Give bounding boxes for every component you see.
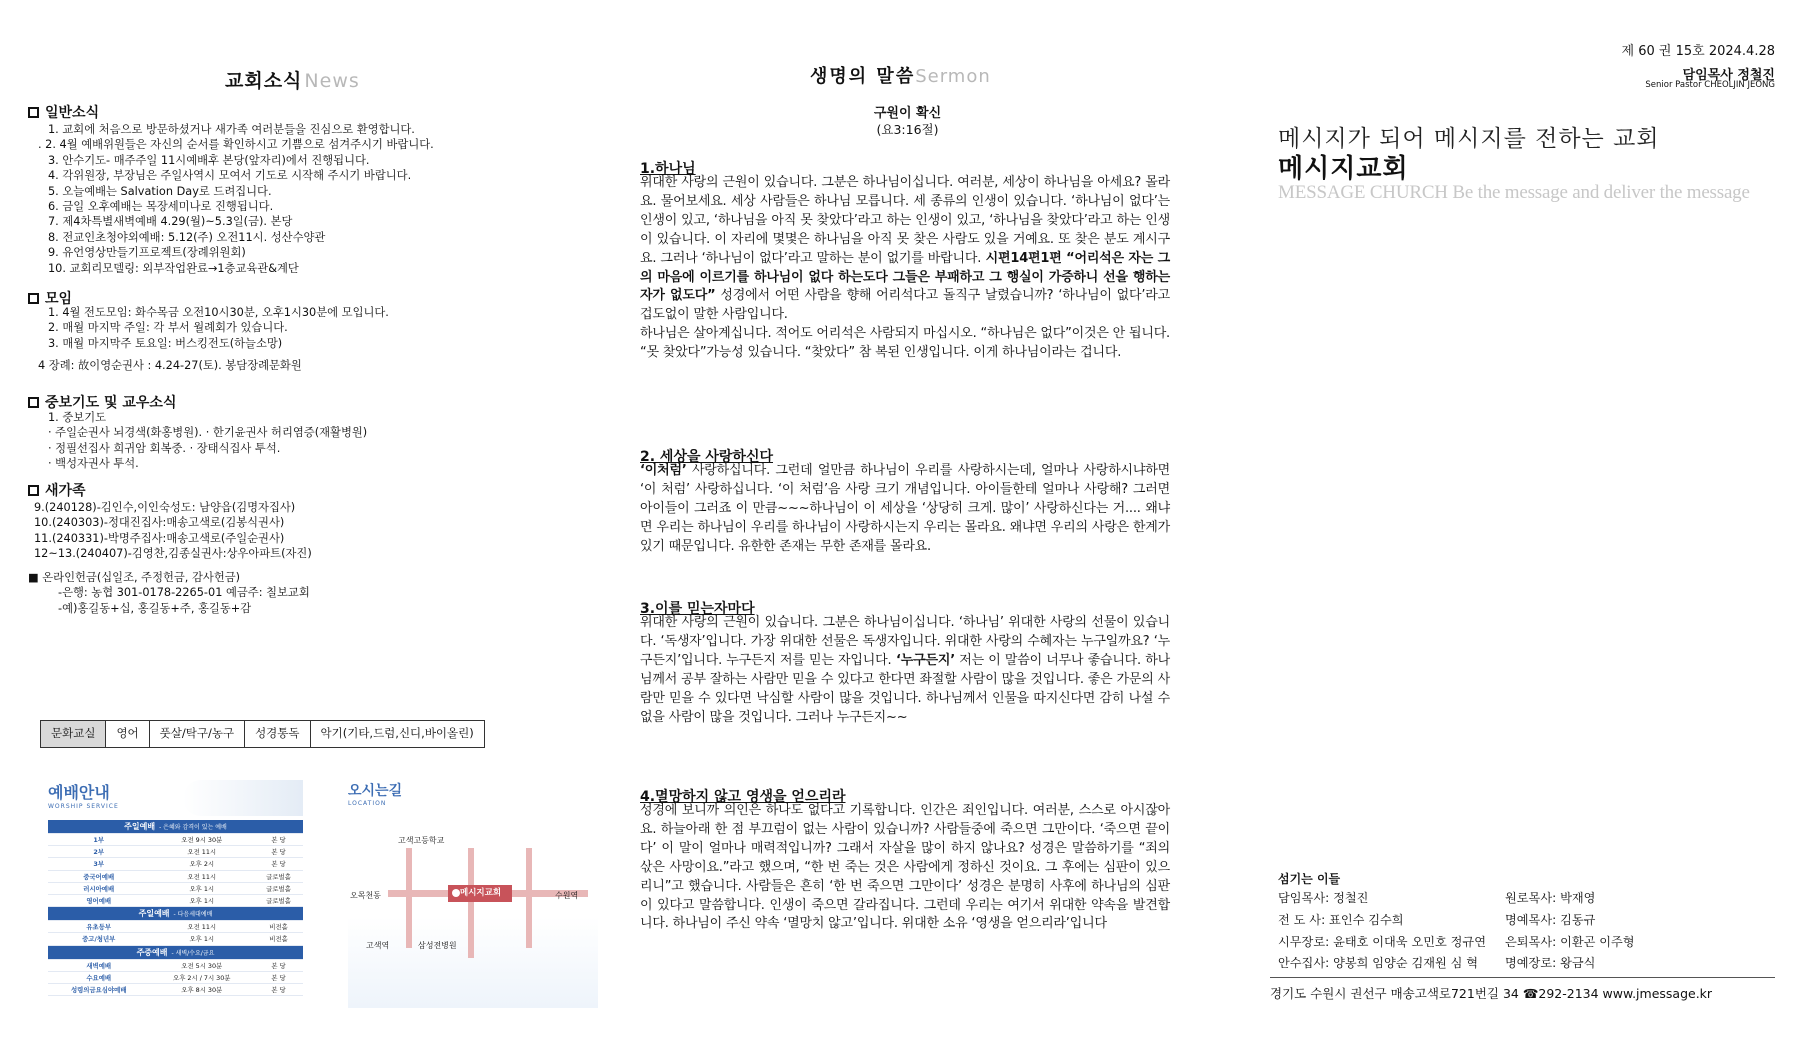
church-address: 경기도 수원시 권선구 매송고색로721번길 34 ☎292-2134 www.jmessage.kr xyxy=(1270,977,1775,1002)
online-offering xyxy=(28,570,310,616)
meeting-list xyxy=(38,305,389,351)
worship-place: 본 당 xyxy=(254,983,303,995)
square-bullet-icon xyxy=(28,397,39,408)
worship-place: 본 당 xyxy=(254,834,303,846)
general-news-item: 4. 각위원장, 부장님은 주일사역시 모여서 기도로 시작해 주시기 바랍니다. xyxy=(48,169,412,183)
sermon-section-4-heading: 4.멸망하지 않고 영생을 얻으리라 xyxy=(640,789,846,805)
servant-entry: 담임목사: 정철진 xyxy=(1278,891,1369,905)
sermon-title xyxy=(810,62,991,88)
worship-place: 비전홀 xyxy=(254,933,303,945)
worship-band-cell xyxy=(48,945,303,959)
new-family-item: 9.(240128)-김인수,이인숙성도: 남양읍(김명자집사) xyxy=(34,501,296,514)
sermon-1-p2: 성경에서 어떤 사람을 향해 어리석다고 돌직구 날렸습니까? ‘하나님이 없다’라고 겁도없이 말한 사람입니다. xyxy=(640,288,1170,323)
meeting-heading-label: 모임 xyxy=(45,291,73,307)
worship-time: 오후 1시 xyxy=(149,933,254,945)
worship-band-title: 주일예배 xyxy=(124,822,156,831)
worship-time: 오전 11시 xyxy=(149,846,254,858)
issue-number: 제 60 권 15호 2024.4.28 xyxy=(1621,44,1775,59)
worship-place: 본 당 xyxy=(254,858,303,870)
worship-place: 본 당 xyxy=(254,959,303,971)
worship-panel xyxy=(48,780,303,1010)
worship-band-sub: - 은혜와 감격이 있는 예배 xyxy=(159,824,227,831)
general-news-heading-label: 일반소식 xyxy=(45,105,100,121)
general-news-item: 5. 오늘예배는 Salvation Day로 드려집니다. xyxy=(48,184,272,198)
culture-tab: 악기(기타,드럼,신디,바이올린) xyxy=(320,726,474,740)
worship-band-cell xyxy=(48,820,303,834)
servant-entry: 명예목사: 김동규 xyxy=(1505,912,1596,927)
meeting-item: 1. 4월 전도모임: 화수목금 오전10시30분, 오후1시30분에 모입니다. xyxy=(48,306,389,319)
sermon-1-p3: 하나님은 살아계십니다. 적어도 어리석은 사람되지 마십시오. “하나님은 없다”이것은 안 됩니다. “못 찾았다”가능성 있습니다. “찾았다” 참 복된 인생입니다. 이게 하나님이라는 겁니다. xyxy=(640,326,1170,361)
map-title: 오시는길 xyxy=(348,783,403,799)
new-family-list xyxy=(34,500,312,562)
servant-entry: 안수집사: 양봉희 임양순 김재원 심 혁 xyxy=(1278,956,1479,971)
sermon-title-en: Sermon xyxy=(915,66,991,87)
worship-name: 영어예배 xyxy=(48,894,149,906)
culture-tab: 영어 xyxy=(106,721,149,747)
map-road-right xyxy=(526,848,532,948)
sermon-section-4-text xyxy=(640,802,1170,934)
church-name: 메시지교회 xyxy=(1278,154,1409,184)
worship-row xyxy=(48,870,303,882)
worship-name: 새벽예배 xyxy=(48,959,149,971)
worship-time: 오전 11시 xyxy=(149,921,254,933)
worship-time: 오전 11시 xyxy=(149,870,254,882)
worship-band xyxy=(48,820,303,834)
worship-row xyxy=(48,983,303,995)
worship-band-title: 주일예배 xyxy=(138,909,170,919)
worship-time: 오후 8시 30분 xyxy=(149,983,254,995)
worship-time: 오전 9시 30분 xyxy=(149,834,254,846)
worship-name: 러시아예배 xyxy=(48,882,149,894)
worship-name: 중고/청년부 xyxy=(48,933,149,945)
prayer-item: · 백성자권사 투석. xyxy=(48,457,139,471)
prayer-item: · 정필선집사 희귀암 회복중. · 장태식집사 투석. xyxy=(48,441,281,455)
culture-class-tabs xyxy=(40,720,485,748)
worship-band-sub: - 새벽/수요/금요 xyxy=(171,949,215,957)
worship-time: 오후 2시 / 7시 30분 xyxy=(149,971,254,983)
senior-pastor: 담임목사 정철진 xyxy=(1682,68,1775,83)
general-news-item: 10. 교회리모델링: 외부작업완료→1층교육관&계단 xyxy=(48,261,299,275)
servant-entry: 원로목사: 박재영 xyxy=(1505,891,1596,905)
general-news-heading xyxy=(28,102,99,122)
senior-pastor-en: Senior Pastor CHEOLJIN JEONG xyxy=(1645,80,1775,90)
worship-time: 오후 1시 xyxy=(149,882,254,894)
culture-tab: 성경통독 xyxy=(245,721,310,747)
worship-row xyxy=(48,894,303,906)
map-church-label: 메시지교회 xyxy=(460,888,502,898)
prayer-heading xyxy=(28,392,176,412)
offering-example: -예)홍길동+십, 홍길동+주, 홍길동+감 xyxy=(58,601,252,615)
worship-time: 오전 5시 30분 xyxy=(149,959,254,971)
general-news-item: 8. 전교인초청야외예배: 5.12(주) 오전11시. 성산수양관 xyxy=(48,230,326,244)
sermon-1-p1: 위대한 사랑의 근원이 있습니다. 그분은 하나님이십니다. 여러분, 세상이 하나님을 아세요? 몰라요. 물어보세요. 세상 사람들은 하나님 모릅니다. 세 종류의 인생이 있습니다. ‘하나님이 없다’는 인생이 있고, ‘하나님을 아직 못 찾았다’라고 하는 인생이 있고, ‘하나님을 찾았다’라고 하는 인생이 있습니다. 이 자리에 몇몇은 하나님을 아직 못 찾은 사람도 있을 거예요. 또 찾은 분도 계시구요. 그러나 ‘하나님이 없다’라고 말하는 분이 없기를 바랍니다. xyxy=(640,175,1170,266)
general-news-item: . 2. 4월 예배위원들은 자신의 순서를 확인하시고 기쁨으로 섬겨주시기 바랍니다. xyxy=(38,138,434,152)
bank-account: -은행: 농협 301-0178-2265-01 예금주: 칠보교회 xyxy=(58,586,310,600)
worship-band-sub: - 다음세대예배 xyxy=(173,911,213,919)
sermon-3-bold: ‘누구든지’ xyxy=(891,652,955,668)
general-news-item: 6. 금일 오후예배는 목장세미나로 진행됩니다. xyxy=(48,200,274,214)
general-news-item: 7. 제4차특별새벽예배 4.29(월)~5.3일(금). 본당 xyxy=(48,215,293,229)
worship-name: 유초등부 xyxy=(48,921,149,933)
map-label-gosaek-station: 고색역 xyxy=(366,941,390,950)
worship-time: 오후 1시 xyxy=(149,894,254,906)
map-road-left xyxy=(406,848,412,948)
location-map xyxy=(348,780,598,1008)
sermon-4-p1: 성경에 보니까 의인은 하나도 없다고 기록합니다. 인간은 죄인입니다. 여러분, 스스로 아시잖아요. 하늘아래 한 점 부끄럼이 없는 사람이 있습니까? 사람들중에 죽으면 그만이다. ‘죽으면 끝이다’ 이 말이 얼마나 매력적입니까? 그래서 자살을 많이 하지 않나요? 성경은 말씀하기를 “죄의 삯은 사망이요.”라고 했으며, “한 번 죽는 것은 사람에게 정하신 것이요. 그 후에는 심판이 있으리니”고 했습니다. 사람들은 흔히 ‘한 번 죽으면 그만이다’ 성경은 분명히 사후에 하나님의 심판이 있다고 말씀합니다. 인생이 죽으면 갈라집니다. 그런데 우리는 여기서 위대한 약속을 발견합니다. 하나님이 주신 약속 ‘멸망치 않고’입니다. 위대한 소유 ‘영생을 얻으리라’입니다 xyxy=(640,803,1170,932)
servants-heading: 섬기는 이들 xyxy=(1278,872,1341,886)
worship-row xyxy=(48,846,303,858)
map-label-omokcheon: 오목천동 xyxy=(350,891,381,900)
prayer-item: · 주일순권사 뇌경색(화홍병원). · 한기윤권사 허리염증(재활병원) xyxy=(48,426,368,440)
new-family-heading-label: 새가족 xyxy=(45,483,86,499)
sermon-title-ko: 생명의 말씀 xyxy=(810,66,916,87)
worship-subtitle: WORSHIP SERVICE xyxy=(48,803,119,810)
worship-name: 2부 xyxy=(48,846,149,858)
worship-band xyxy=(48,945,303,959)
worship-place: 글로벌홀 xyxy=(254,870,303,882)
general-news-item: 3. 안수기도- 매주주일 11시예배후 본당(앞자리)에서 진행됩니다. xyxy=(48,153,370,167)
new-family-item: 12~13.(240407)-김영찬,김종실권사:상우아파트(자진) xyxy=(34,547,312,561)
map-label-suwon-station: 수원역 xyxy=(555,891,579,900)
servants-left xyxy=(1278,888,1486,975)
square-bullet-icon xyxy=(28,293,39,304)
new-family-item: 10.(240303)-정대진집사:매송고색로(김봉식권사) xyxy=(34,516,285,530)
church-motto: 메시지가 되어 메시지를 전하는 교회 xyxy=(1278,126,1660,152)
funeral-note: 4 장례: 故이영순권사 : 4.24-27(토). 봉담장례문화원 xyxy=(38,359,302,372)
worship-name: 1부 xyxy=(48,834,149,846)
servant-entry: 은퇴목사: 이환곤 이주형 xyxy=(1505,934,1635,949)
new-family-item: 11.(240331)-박명주집사:매송고색로(주일순권사) xyxy=(34,531,285,545)
worship-row xyxy=(48,971,303,983)
worship-band-cell xyxy=(48,907,303,921)
sermon-1-bold: 시편14편1편 “어리석은 자는 그의 마음에 이르기를 하나님이 없다 하는도다 그들은 부패하고 그 행실이 가증하니 선을 행하는 자가 없도다” xyxy=(640,250,1170,304)
map-church-marker xyxy=(448,885,512,902)
worship-row xyxy=(48,921,303,933)
worship-name: 3부 xyxy=(48,858,149,870)
worship-time: 오후 2시 xyxy=(149,858,254,870)
square-bullet-icon xyxy=(28,107,39,118)
servant-entry: 명예장로: 왕금식 xyxy=(1505,956,1596,971)
general-news-list xyxy=(38,122,434,276)
news-title-en: News xyxy=(304,70,360,92)
prayer-list xyxy=(38,410,367,472)
worship-band-title: 주중예배 xyxy=(136,947,168,957)
sermon-section-3-heading: 3.이를 믿는자마다 xyxy=(640,601,755,617)
new-family-heading xyxy=(28,480,86,500)
servant-entry: 전 도 사: 표인수 김수희 xyxy=(1278,912,1404,927)
worship-row xyxy=(48,834,303,846)
general-news-item: 1. 교회에 처음으로 방문하셨거나 새가족 여러분들을 진심으로 환영합니다. xyxy=(48,123,415,136)
meeting-item: 2. 매월 마지막 주일: 각 부서 월례회가 있습니다. xyxy=(48,321,288,335)
prayer-heading-label: 중보기도 및 교우소식 xyxy=(45,395,177,411)
sermon-section-1-text xyxy=(640,174,1170,363)
prayer-item: 1. 중보기도 xyxy=(48,411,107,424)
culture-tab: 풋살/탁구/농구 xyxy=(150,721,245,747)
wave-decoration xyxy=(183,780,303,816)
sermon-section-3-text xyxy=(640,614,1170,727)
sermon-3-p2: 저는 이 말씀이 너무나 좋습니다. 하나님께서 공부 잘하는 사람만 믿을 수 있다고 한다면 좌절할 사람이 많을 것입니다. 좋은 가문의 사람만 믿을 수 있다면 낙심할 사람이 많을 것입니다. 하나님께서 인물을 따지신다면 감히 나설 수 없을 사람이 많을 것입니다. 그러나 누구든지~~ xyxy=(640,652,1170,725)
sermon-3-p1: 위대한 사랑의 근원이 있습니다. 그분은 하나님이십니다. ‘하나님’ 위대한 사랑의 선물이 있습니다. ‘독생자’입니다. 가장 위대한 선물은 독생자입니다. 위대한 사랑의 수혜자는 누구일까요? ‘누구든지’입니다. 누구든지 저를 믿는 자입니다. xyxy=(640,615,1170,668)
sermon-section-1-heading: 1.하나님 xyxy=(640,161,696,177)
online-offering-heading xyxy=(28,570,310,585)
worship-place: 본 당 xyxy=(254,846,303,858)
servant-entry: 시무장로: 윤태호 이대욱 오민호 정규연 xyxy=(1278,934,1486,949)
worship-table xyxy=(48,820,303,996)
location-pin-icon xyxy=(452,889,460,897)
worship-place: 글로벌홀 xyxy=(254,882,303,894)
worship-place: 비전홀 xyxy=(254,921,303,933)
news-title-ko: 교회소식 xyxy=(225,70,303,92)
sermon-section-2-text xyxy=(640,462,1170,557)
worship-header xyxy=(48,780,303,820)
map-label-school: 고색고등학교 xyxy=(398,836,445,845)
sermon-subtitle: 구원이 확신 xyxy=(873,106,942,121)
square-bullet-icon: ■ xyxy=(28,571,43,584)
worship-row xyxy=(48,882,303,894)
sermon-2-p1: 사랑하십니다. 그런데 얼만큼 하나님이 우리를 사랑하시는데, 얼마나 사랑하시냐하면 ‘이 처럼’ 사랑하십니다. ‘이 처럼’음 사랑 크기 개념입니다. 아이들한테 얼마나 사랑해? 그러면 아이들이 그러죠 이 만큼~~~하나님이 이 세상을 ‘상당히 크게. 많이’ 사랑하신다는 거.... 왜냐면 우리는 하나님이 우리를 하나님이 사랑하시는지 우리는 몰라요. 왜냐면 우리의 사랑은 한계가 있기 때문입니다. 유한한 존재는 무한 존재를 몰라요. xyxy=(640,463,1170,554)
worship-name: 성령의금요심야예배 xyxy=(48,983,149,995)
news-title xyxy=(225,66,360,93)
sermon-section-2-heading: 2. 세상을 사랑하신다 xyxy=(640,449,773,465)
worship-name: 수요예배 xyxy=(48,971,149,983)
worship-place: 글로벌홀 xyxy=(254,894,303,906)
sermon-verse: (요3:16절) xyxy=(876,122,939,137)
church-name-en: MESSAGE CHURCH Be the message and deliver the message xyxy=(1278,182,1750,203)
worship-row xyxy=(48,933,303,945)
culture-tab: 문화교실 xyxy=(41,721,106,747)
worship-row xyxy=(48,959,303,971)
map-label-hospital: 삼성전병원 xyxy=(418,941,457,950)
worship-title: 예배안내 xyxy=(48,783,110,802)
meeting-item: 3. 매월 마지막주 토요일: 버스킹전도(하늘소망) xyxy=(48,336,283,350)
worship-place: 본 당 xyxy=(254,971,303,983)
worship-row xyxy=(48,858,303,870)
square-bullet-icon xyxy=(28,485,39,496)
worship-name: 중국어예배 xyxy=(48,870,149,882)
servants-right xyxy=(1505,888,1635,975)
online-offering-heading-text: 온라인헌금(십일조, 주정헌금, 감사헌금) xyxy=(42,571,241,584)
map-subtitle: LOCATION xyxy=(348,800,387,807)
map-road-mid xyxy=(468,848,474,958)
general-news-item: 9. 유언영상만들기프로젝트(장례위원회) xyxy=(48,246,246,260)
sermon-2-bold: ‘이처럼’ xyxy=(640,463,687,478)
worship-band xyxy=(48,907,303,921)
